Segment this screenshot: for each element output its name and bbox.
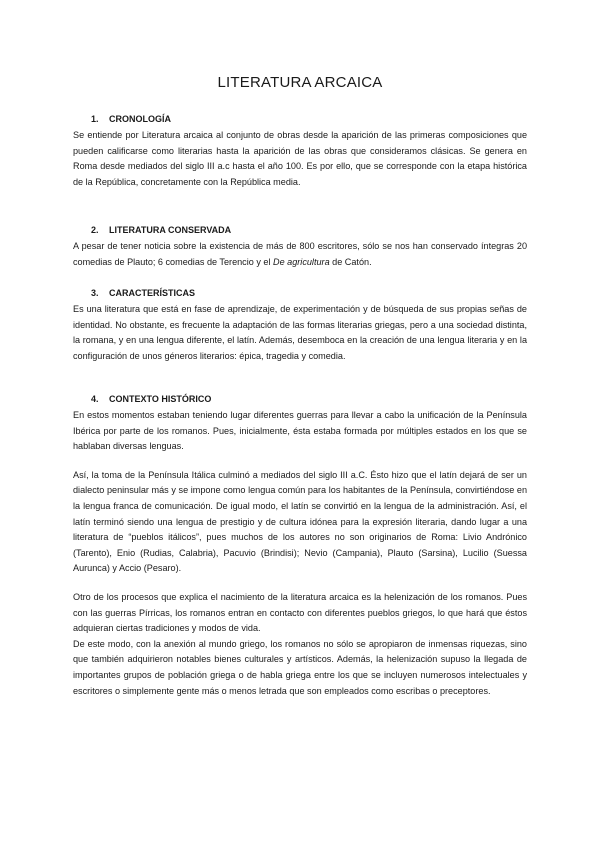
section-number: 2.	[91, 225, 99, 235]
section-title: CONTEXTO HISTÓRICO	[109, 394, 212, 404]
section-title: CRONOLOGÍA	[109, 114, 171, 124]
paragraph: Es una literatura que está en fase de aprendizaje, de experimentación y de búsqueda de sus propias señas de identidad. No obstante, es frecuente la adaptación de las formas literarias griegas, pero a una sociedad distinta, la romana, y en una lengua diferente, el latín. Además, desemboca en la creación de una lengua literaria y en la configuración de unos géneros literarios: épica, tragedia y comedia.	[73, 304, 527, 361]
section-literatura-conservada	[73, 225, 527, 270]
section-cronologia	[73, 114, 527, 190]
section-heading	[73, 225, 527, 236]
section-title: CARACTERÍSTICAS	[109, 288, 196, 298]
section-contexto-historico	[73, 394, 527, 699]
text-span: de Catón.	[329, 256, 372, 267]
paragraph: Así, la toma de la Península Itálica culminó a mediados del siglo III a.C. Ésto hizo que el latín dejará de ser un dialecto peninsular más y se impone como lengua común para los habitantes de la Península, convirtiéndose en la lengua franca de comunicación. De igual modo, el latín se convirtió en la lengua de la administración. Así, el latín terminó siendo una lengua de prestigio y de cultura idónea para la expresión literaria, dando lugar a una literatura de “pueblos itálicos”, pues muchos de los autores no son originarios de Roma: Livio Andrónico (Tarento), Enio (Rudias, Calabria), Pacuvio (Brindisi); Nevio (Campania), Plauto (Sarsina), Lucilio (Suessa Aurunca) y Accio (Pesaro).	[73, 469, 527, 574]
paragraph	[73, 239, 527, 270]
section-heading	[73, 394, 527, 405]
section-number: 1.	[91, 114, 99, 124]
section-heading	[73, 114, 527, 125]
section-number: 4.	[91, 394, 99, 404]
paragraph: Otro de los procesos que explica el nacimiento de la literatura arcaica es la helenización de los romanos. Pues con las guerras Pírricas, los romanos entran en contacto con diferentes pueblos griegos, lo que hará que éstos adquieran ciertas tradiciones y modos de vida.	[73, 591, 527, 634]
section-heading	[73, 288, 527, 299]
page-title: LITERATURA ARCAICA	[217, 74, 383, 91]
section-title: LITERATURA CONSERVADA	[109, 225, 232, 235]
book-title: De agricultura	[273, 256, 330, 267]
paragraph: De este modo, con la anexión al mundo griego, los romanos no sólo se apropiaron de inmensas riquezas, sino que también adquirieron notables bienes culturales y artísticos. Además, la helenización supuso la llegada de importantes grupos de población griega o de habla griega entre los que se incluyen numerosos intelectuales y escritores o simplemente gente más o menos letrada que son empleados como escribas o preceptores.	[73, 638, 527, 696]
section-number: 3.	[91, 288, 99, 298]
paragraph: Se entiende por Literatura arcaica al conjunto de obras desde la aparición de las primeras composiciones que pueden calificarse como literarias hasta la aparición de las obras que consideramos clásicas. Se genera en Roma desde mediados del siglo III a.c hasta el año 100. Es por ello, que se corresponde con la etapa histórica de la República, concretamente con la República media.	[73, 130, 527, 187]
text-span: A pesar de tener noticia sobre la existencia de más de 800 escritores, sólo se nos han conservado íntegras 20 comedias de Plauto; 6 comedias de Terencio y el	[73, 241, 527, 267]
paragraph: En estos momentos estaban teniendo lugar diferentes guerras para llevar a cabo la unificación de la Península Ibérica por parte de los romanos. Pues, inicialmente, ésta estaba formada por múltiples estados en los que se hablaban diversas lenguas.	[73, 410, 527, 452]
section-caracteristicas	[73, 288, 527, 364]
